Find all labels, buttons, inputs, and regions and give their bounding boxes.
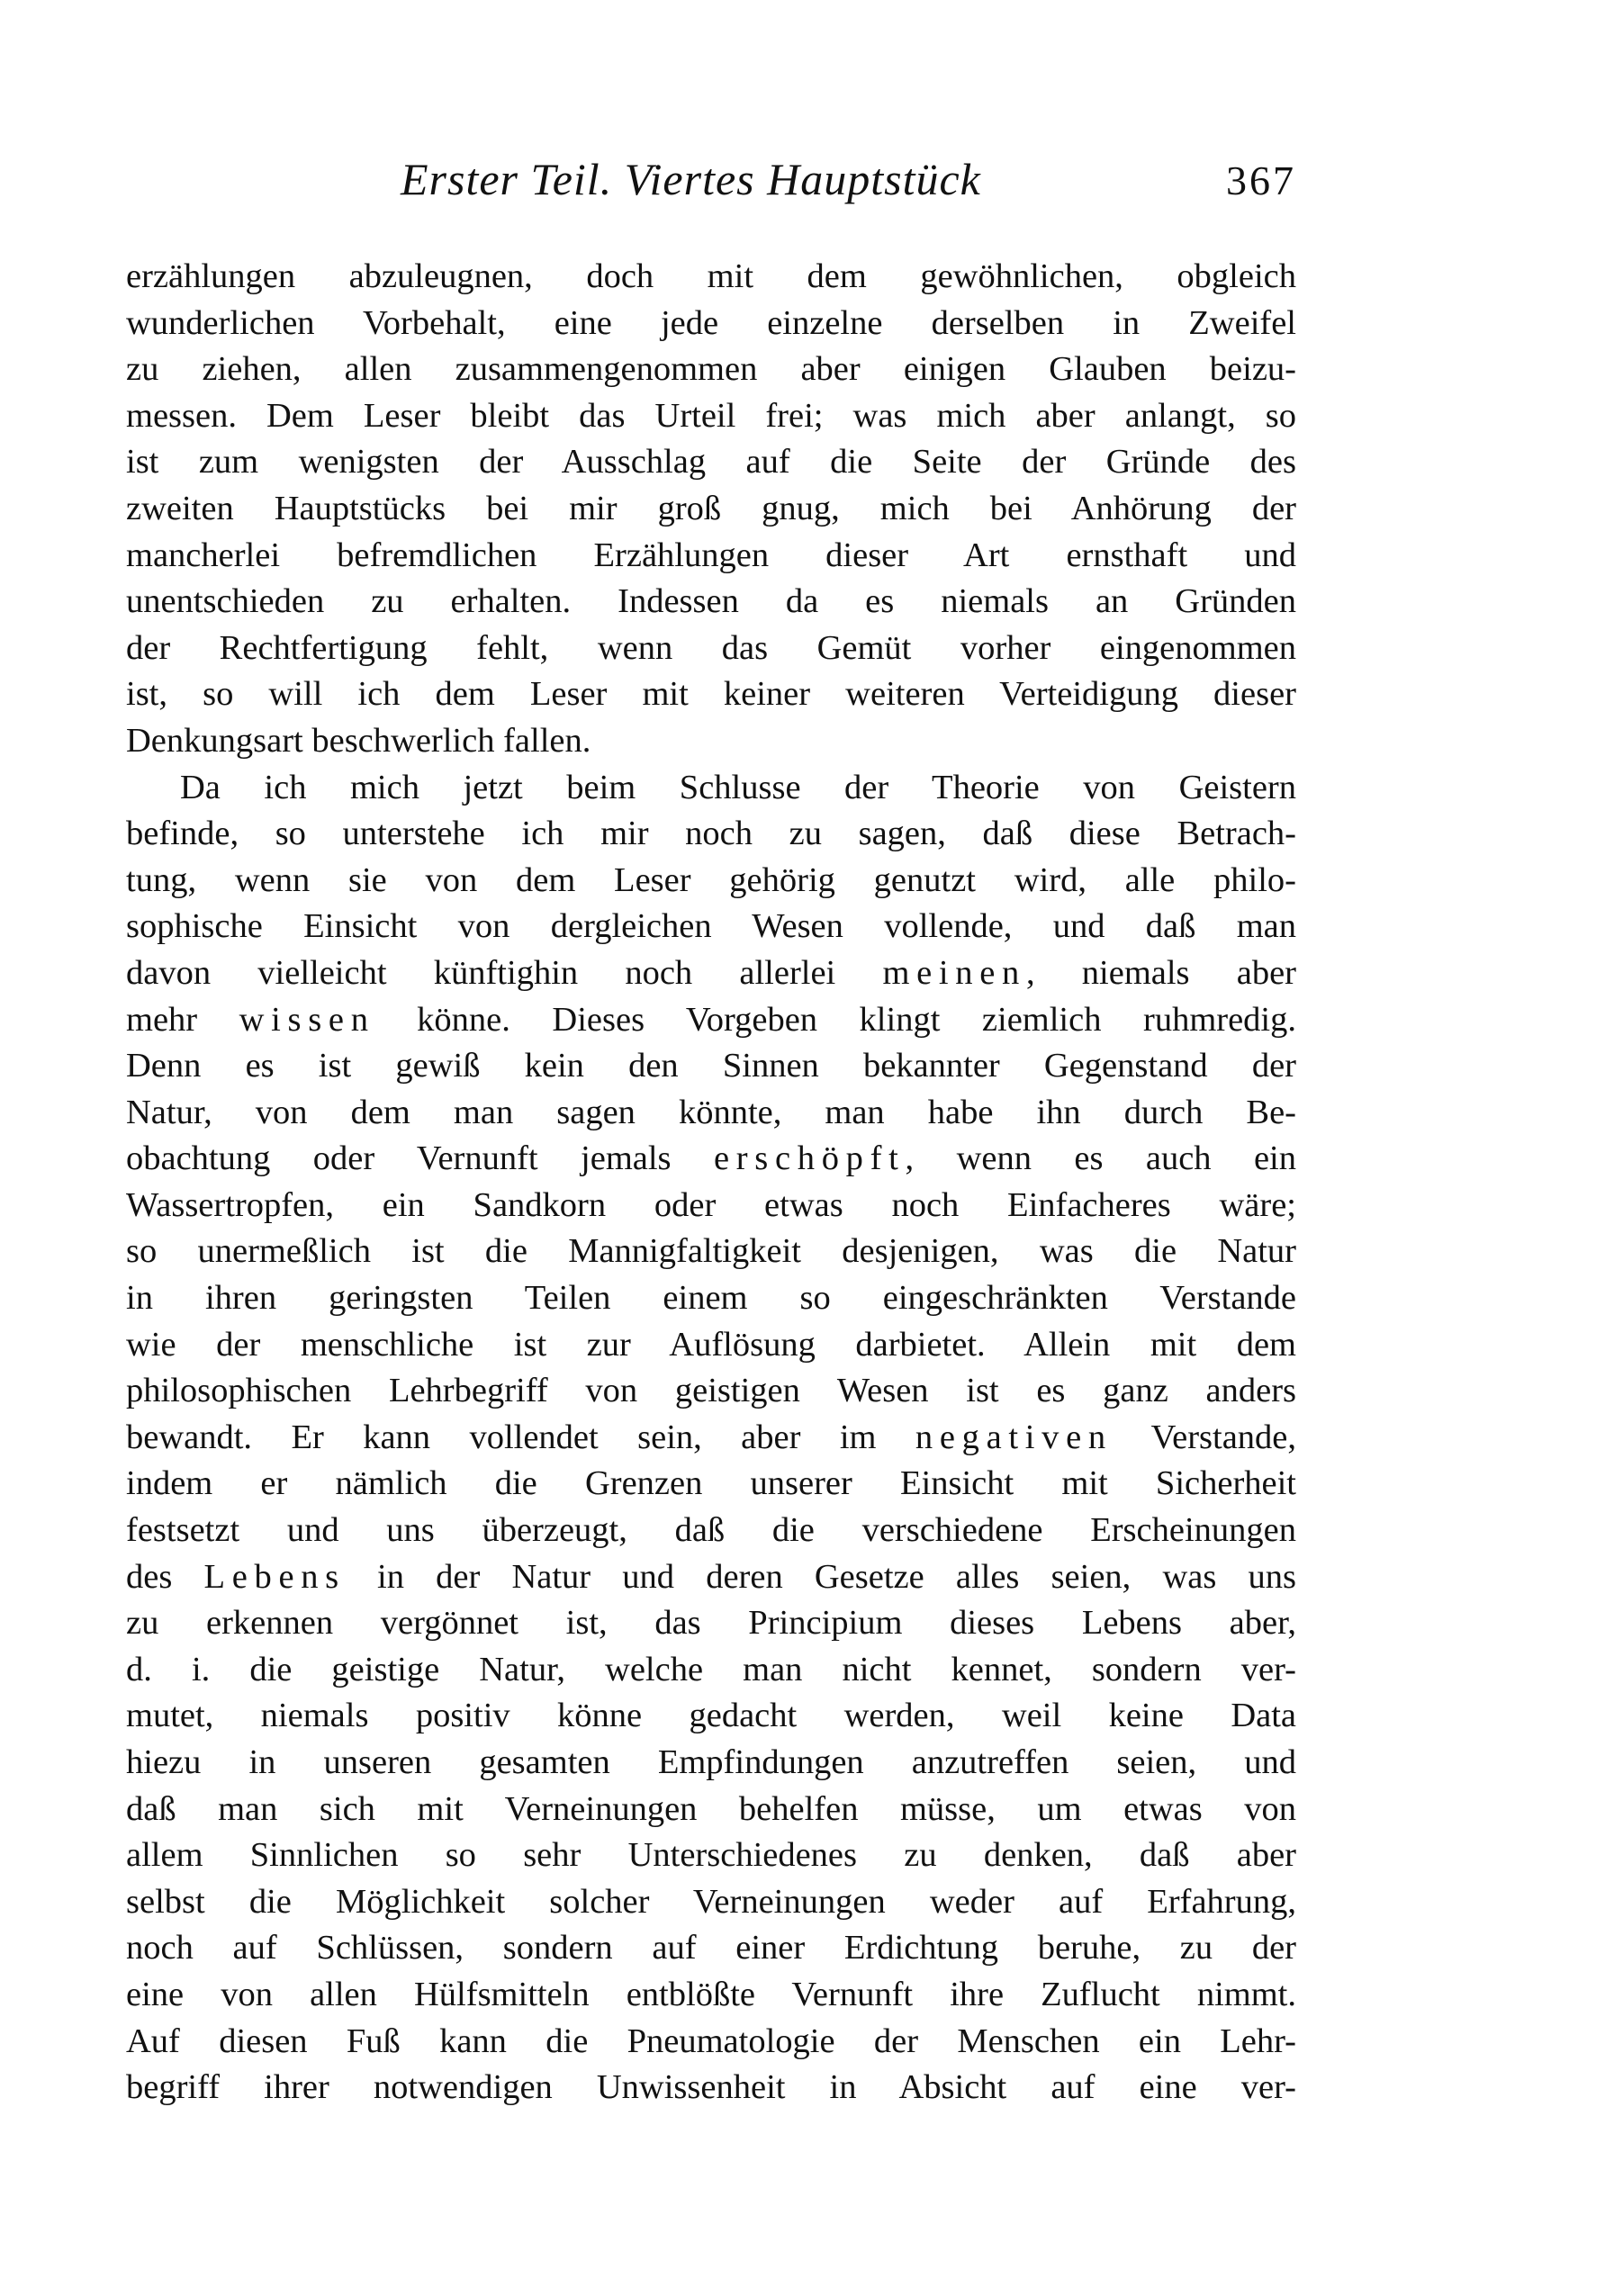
text-line (126, 486, 1296, 533)
text-segment: Wassertropfen, ein Sandkorn oder etwas noch Einfacheres wäre; (126, 1185, 1296, 1224)
text-segment: , niemals aber (1025, 953, 1296, 992)
text-segment: ist zum wenigsten der Ausschlag auf die Seite der Gründe des (126, 443, 1296, 482)
text-segment: mutet, niemals positiv könne gedacht werden, weil keine Data (126, 1697, 1296, 1735)
text-segment: könne. Dieses Vorgeben klingt ziemlich ruhmredig. (374, 1000, 1296, 1039)
page-number: 367 (1226, 158, 1296, 203)
text-line (126, 1925, 1296, 1972)
text-segment: d. i. die geistige Natur, welche man nicht kennet, sondern ver- (126, 1650, 1296, 1688)
text-segment: sophische Einsicht von dergleichen Wesen vollende, und daß man (126, 907, 1296, 946)
text-line (126, 1275, 1296, 1322)
text-line (126, 1600, 1296, 1647)
text-segment: , wenn es auch ein (905, 1139, 1296, 1178)
page-header (126, 153, 1296, 207)
text-segment: tung, wenn sie von dem Leser gehörig genutzt wird, alle philo- (126, 860, 1296, 899)
text-line (126, 1693, 1296, 1740)
text-segment: begriff ihrer notwendigen Unwissenheit in Absicht auf eine ver- (126, 2068, 1296, 2107)
text-segment: Verstande, (1112, 1418, 1296, 1456)
text-segment: unentschieden zu erhalten. Indessen da es niemals an Gründen (126, 582, 1296, 621)
text-line (126, 1740, 1296, 1787)
body-text (126, 254, 1296, 2111)
text-segment: Denkungsart beschwerlich fallen. (126, 721, 591, 760)
text-line (126, 1368, 1296, 1415)
text-segment: erzählungen abzuleugnen, doch mit dem gewöhnlichen, obgleich (126, 257, 1296, 295)
text-segment: in der Natur und deren Gesetze alles seien, was uns (345, 1557, 1296, 1596)
text-segment: so unermeßlich ist die Mannigfaltigkeit desjenigen, was die Natur (126, 1232, 1296, 1271)
text-line (126, 1554, 1296, 1601)
text-segment: Natur, von dem man sagen könnte, man habe ihn durch Be- (126, 1093, 1296, 1131)
text-line (126, 1647, 1296, 1694)
text-line (126, 718, 1296, 765)
text-segment: des (126, 1557, 204, 1596)
text-segment: selbst die Möglichkeit solcher Verneinungen weder auf Erfahrung, (126, 1882, 1296, 1921)
spaced-emphasis: Lebens (203, 1557, 346, 1596)
text-line (126, 1415, 1296, 1462)
running-title: Erster Teil. Viertes Hauptstück (401, 154, 981, 204)
text-segment: wunderlichen Vorbehalt, eine jede einzelne derselben in Zweifel (126, 303, 1296, 342)
text-segment: hiezu in unseren gesamten Empfindungen anzutreffen seien, und (126, 1743, 1296, 1781)
text-line (126, 347, 1296, 393)
text-segment: messen. Dem Leser bleibt das Urteil frei; was mich aber anlangt, so (126, 396, 1296, 435)
text-segment: ist, so will ich dem Leser mit keiner weiteren Verteidigung dieser (126, 675, 1296, 714)
text-line (126, 1461, 1296, 1508)
spaced-emphasis: negativen (915, 1418, 1113, 1456)
text-segment: zweiten Hauptstücks bei mir groß gnug, mich bei Anhörung der (126, 489, 1296, 527)
text-segment: daß man sich mit Verneinungen behelfen müsse, um etwas von (126, 1789, 1296, 1828)
text-line (126, 1136, 1296, 1183)
text-line (126, 1322, 1296, 1369)
text-line (126, 1229, 1296, 1275)
text-segment: eine von allen Hülfsmitteln entblößte Vernunft ihre Zuflucht nimmt. (126, 1975, 1296, 2013)
text-line (126, 1972, 1296, 2019)
text-line (126, 1832, 1296, 1879)
text-line (126, 1508, 1296, 1554)
text-segment: festsetzt und uns überzeugt, daß die verschiedene Erscheinungen (126, 1511, 1296, 1550)
text-line (126, 671, 1296, 718)
text-line (126, 439, 1296, 486)
text-segment: mancherlei befremdlichen Erzählungen dieser Art ernsthaft und (126, 536, 1296, 574)
text-line (126, 1043, 1296, 1090)
text-segment: Da ich mich jetzt beim Schlusse der Theorie von Geistern (180, 768, 1296, 806)
text-segment: philosophischen Lehrbegriff von geistigen Wesen ist es ganz anders (126, 1372, 1296, 1410)
spaced-emphasis: meinen (882, 953, 1026, 992)
text-line (126, 997, 1296, 1044)
spaced-emphasis: erschöpft (713, 1139, 906, 1178)
text-line (126, 765, 1296, 812)
text-line (126, 1787, 1296, 1833)
text-segment: zu erkennen vergönnet ist, das Principium dieses Lebens aber, (126, 1604, 1296, 1643)
text-line (126, 1090, 1296, 1137)
text-segment: davon vielleicht künftighin noch allerlei (126, 953, 883, 992)
text-segment: befinde, so unterstehe ich mir noch zu sagen, daß diese Betrach- (126, 815, 1296, 853)
text-line (126, 579, 1296, 626)
text-segment: Auf diesen Fuß kann die Pneumatologie der Menschen ein Lehr- (126, 2021, 1296, 2060)
text-segment: noch auf Schlüssen, sondern auf einer Erdichtung beruhe, zu der (126, 1929, 1296, 1967)
text-line (126, 2065, 1296, 2111)
text-line (126, 393, 1296, 440)
text-line (126, 254, 1296, 301)
text-segment: obachtung oder Vernunft jemals (126, 1139, 714, 1178)
text-segment: der Rechtfertigung fehlt, wenn das Gemüt vorher eingenommen (126, 628, 1296, 667)
text-line (126, 626, 1296, 672)
text-segment: mehr (126, 1000, 239, 1039)
text-segment: in ihren geringsten Teilen einem so eingeschränkten Verstande (126, 1279, 1296, 1318)
text-line (126, 1183, 1296, 1229)
text-line (126, 301, 1296, 347)
text-segment: Denn es ist gewiß kein den Sinnen bekannter Gegenstand der (126, 1047, 1296, 1085)
text-segment: zu ziehen, allen zusammengenommen aber einigen Glauben beizu- (126, 350, 1296, 389)
text-segment: allem Sinnlichen so sehr Unterschiedenes zu denken, daß aber (126, 1836, 1296, 1875)
text-line (126, 811, 1296, 858)
text-segment: bewandt. Er kann vollendet sein, aber im (126, 1418, 915, 1456)
text-line (126, 533, 1296, 580)
text-line (126, 858, 1296, 905)
text-line (126, 1879, 1296, 1926)
text-line (126, 2019, 1296, 2066)
text-line (126, 904, 1296, 950)
spaced-emphasis: wissen (239, 1000, 375, 1039)
text-segment: indem er nämlich die Grenzen unserer Einsicht mit Sicherheit (126, 1464, 1296, 1503)
text-line (126, 950, 1296, 997)
text-segment: wie der menschliche ist zur Auflösung darbietet. Allein mit dem (126, 1325, 1296, 1364)
